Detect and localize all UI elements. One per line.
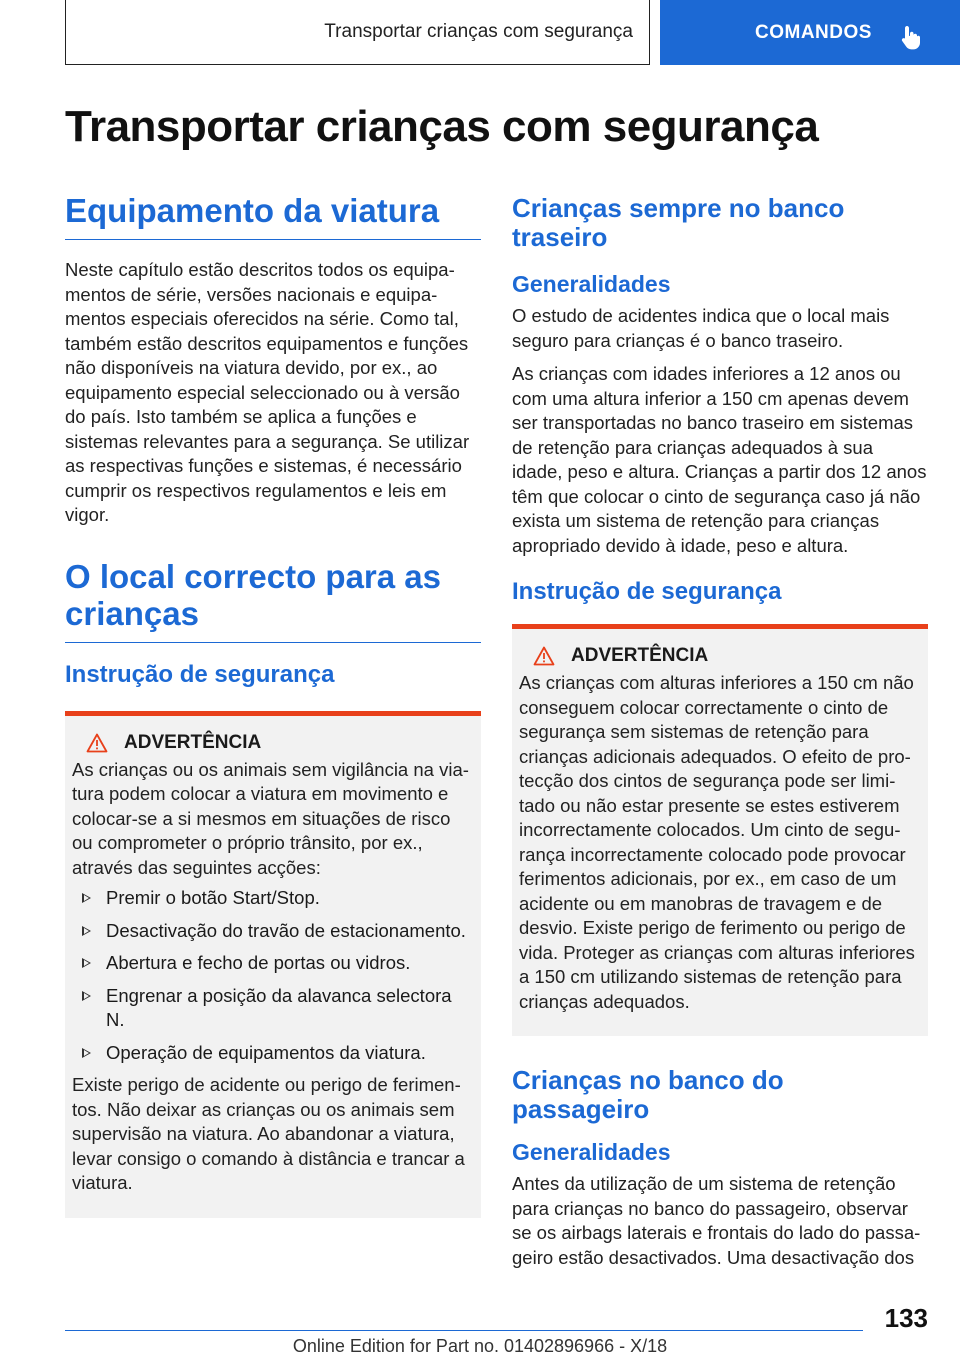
- section-label: COMANDOS: [755, 21, 872, 43]
- breadcrumb: Transportar crianças com segurança: [65, 0, 650, 65]
- list-item: Desactivação do travão de estacionamento.: [72, 919, 473, 944]
- warning-outro: Existe perigo de acidente ou perigo de ferimentos. Não deixar as crianças ou os animais sem supervisão na viatura. Ao abandonar a viatura, levar consigo o comando à distância e trancar a viatura.: [72, 1074, 465, 1193]
- heading-banco-passageiro: Crianças no banco do passageiro: [512, 1065, 784, 1124]
- heading-local-correcto: O local correcto para as crianças: [65, 558, 481, 643]
- heading-instrucao-seguranca-right: Instrução de segurança: [512, 578, 782, 605]
- page-title: Transportar crianças com segurança: [65, 102, 819, 151]
- hand-pointer-icon: [900, 24, 922, 50]
- warning-list: [72, 886, 473, 1065]
- list-item: Operação de equipamentos da viatura.: [72, 1041, 473, 1066]
- warning-triangle-icon: [86, 733, 108, 753]
- section-tab-comandos[interactable]: [660, 0, 960, 65]
- heading-generalidades-1: Generalidades: [512, 271, 671, 297]
- warning-box-right: [512, 624, 928, 1036]
- page-number: 133: [884, 1303, 928, 1333]
- paragraph-gen1a: O estudo de acidentes indica que o local mais seguro para crianças é o banco traseiro.: [512, 305, 890, 351]
- heading-banco-traseiro: Crianças sempre no banco traseiro: [512, 193, 845, 252]
- list-item: Abertura e fecho de portas ou vidros.: [72, 951, 473, 976]
- right-column: [512, 194, 928, 1279]
- paragraph-gen1b: As crianças com idades inferiores a 12 anos ou com uma altura inferior a 150 cm apenas devem ser transportadas no banco traseiro em sistemas de retenção para crianças adequados à sua idade, peso e altura. Crianças a partir dos 12 anos têm que colocar o cinto de segurança caso já não exista um sistema de retenção para crianças apropriado devido à idade, peso e altura.: [512, 363, 927, 556]
- heading-instrucao-seguranca-left: Instrução de segurança: [65, 660, 335, 688]
- heading-equipamento: Equipamento da viatura: [65, 192, 481, 240]
- page-header: [65, 0, 960, 65]
- heading-generalidades-2: Generalidades: [512, 1139, 671, 1165]
- footer-edition: Online Edition for Part no. 01402896966 - X/18: [292, 1336, 668, 1356]
- footer-divider: [65, 1330, 863, 1331]
- list-item: Engrenar a posição da alavanca selectora N.: [72, 984, 473, 1033]
- warning-label: ADVERTÊNCIA: [571, 645, 709, 666]
- paragraph-equipamento: Neste capítulo estão descritos todos os equipamentos de série, versões nacionais e equipamentos especiais oferecidos na série. Como tal, também estão descritos equipamentos e funções não disponíveis na viatura devido, por ex., ao equipamento especial seleccionado ou à versão do país. Isto também se aplica a funções e sistemas relevantes para a segurança. Se utilizar as respectivas funções e sistemas, é necessário cumprir os respectivos regulamentos e leis em vigor.: [65, 259, 470, 525]
- warning-intro: As crianças ou os animais sem vigilância na viatura podem colocar a viatura em movimento e colocar-se a si mesmos em situações de risco ou comprometer o próprio trânsito, por ex., através das seguintes acções:: [72, 758, 469, 878]
- warning-box-left: [65, 711, 481, 1218]
- warning-text: As crianças com alturas inferiores a 150 cm não conseguem colocar correctamente o cinto de segurança sem sistemas de retenção para crianças adicionais adequados. O efeito de protecção dos cintos de segurança pode ser limitado ou não estar presente se estes estiverem incorrectamente colocados. Um cinto de segurança incorrectamente colocado pode provocar ferimentos adicionais, por ex., em caso de um acidente ou em manobras de travagem e de desvio. Existe perigo de ferimento ou perigo de vida. Proteger as crianças com alturas inferiores a 150 cm utilizando sistemas de retenção para crianças adequados.: [519, 672, 915, 1012]
- paragraph-gen2: Antes da utilização de um sistema de retenção para crianças no banco do passageiro, observar se os airbags laterais e frontais do lado do passageiro estão desactivados. Uma desactivação dos: [512, 1173, 921, 1268]
- warning-header: [72, 732, 473, 754]
- warning-label: ADVERTÊNCIA: [124, 731, 262, 753]
- warning-triangle-icon: [533, 646, 555, 666]
- left-column: [65, 192, 481, 1218]
- warning-header: [519, 645, 920, 667]
- list-item: Premir o botão Start/Stop.: [72, 886, 473, 911]
